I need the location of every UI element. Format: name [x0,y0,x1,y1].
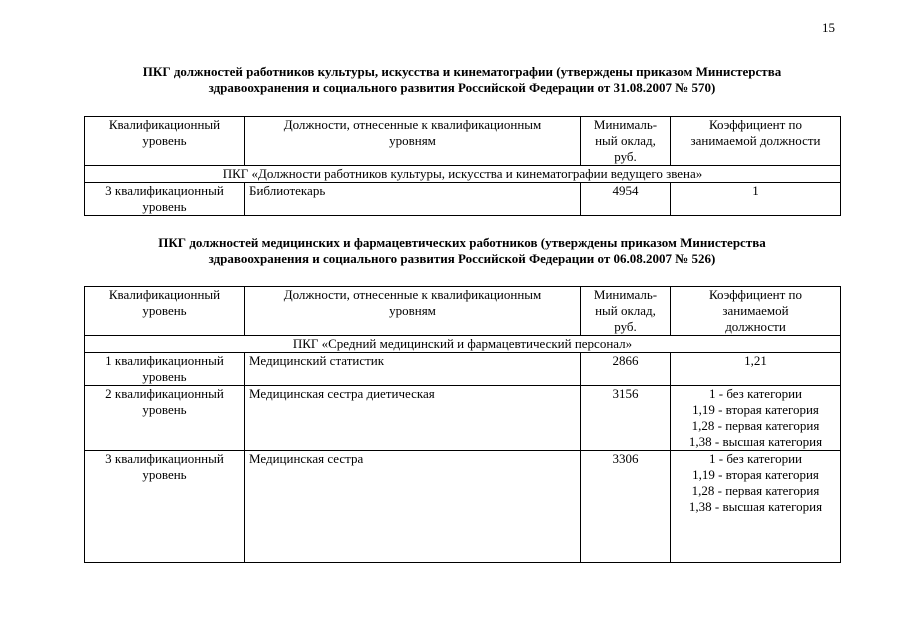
title-line: ПКГ должностей работников культуры, искусства и кинематографии (утверждены приказом Министерства [142,64,782,79]
cell-salary: 3156 [581,386,671,451]
table-header-row [85,117,841,166]
section-title-culture [84,64,840,96]
cell-position: Библиотекарь [245,183,581,216]
cell-level: 1 квалификационный уровень [85,353,245,386]
medical-salary-table [84,286,841,563]
table-row [85,386,841,451]
header-salary: Минималь- ный оклад, руб. [581,117,671,166]
cell-position: Медицинская сестра [245,451,581,563]
table-row [85,353,841,386]
header-coef: Коэффициент по занимаемой должности [671,287,841,336]
cell-salary: 3306 [581,451,671,563]
cell-level: 2 квалификационный уровень [85,386,245,451]
cell-coef: 1 [671,183,841,216]
page-number: 15 [822,20,835,35]
header-level: Квалификационный уровень [85,287,245,336]
header-positions: Должности, отнесенные к квалификационным уровням [245,287,581,336]
header-coef: Коэффициент по занимаемой должности [671,117,841,166]
cell-salary: 4954 [581,183,671,216]
cell-level: 3 квалификационный уровень [85,183,245,216]
cell-salary: 2866 [581,353,671,386]
cell-level: 3 квалификационный уровень [85,451,245,563]
cell-position: Медицинская сестра диетическая [245,386,581,451]
group-label: ПКГ «Средний медицинский и фармацевтический персонал» [85,336,841,353]
header-level: Квалификационный уровень [85,117,245,166]
cell-coef: 1 - без категории 1,19 - вторая категория 1,28 - первая категория 1,38 - высшая категория [671,451,841,563]
section-title-medical [84,235,840,267]
header-salary: Минималь- ный оклад, руб. [581,287,671,336]
cell-position: Медицинский статистик [245,353,581,386]
group-row [85,336,841,353]
group-row [85,166,841,183]
culture-salary-table [84,116,841,216]
header-positions: Должности, отнесенные к квалификационным уровням [245,117,581,166]
cell-coef: 1,21 [671,353,841,386]
table-row [85,451,841,563]
title-line: ПКГ должностей медицинских и фармацевтических работников (утверждены приказом Министерства [158,235,766,250]
cell-coef: 1 - без категории 1,19 - вторая категория 1,28 - первая категория 1,38 - высшая категория [671,386,841,451]
group-label: ПКГ «Должности работников культуры, искусства и кинематографии ведущего звена» [85,166,841,183]
title-line: здравоохранения и социального развития Российской Федерации от 31.08.2007 № 570) [208,80,716,95]
title-line: здравоохранения и социального развития Российской Федерации от 06.08.2007 № 526) [208,251,716,266]
table-header-row [85,287,841,336]
table-row [85,183,841,216]
